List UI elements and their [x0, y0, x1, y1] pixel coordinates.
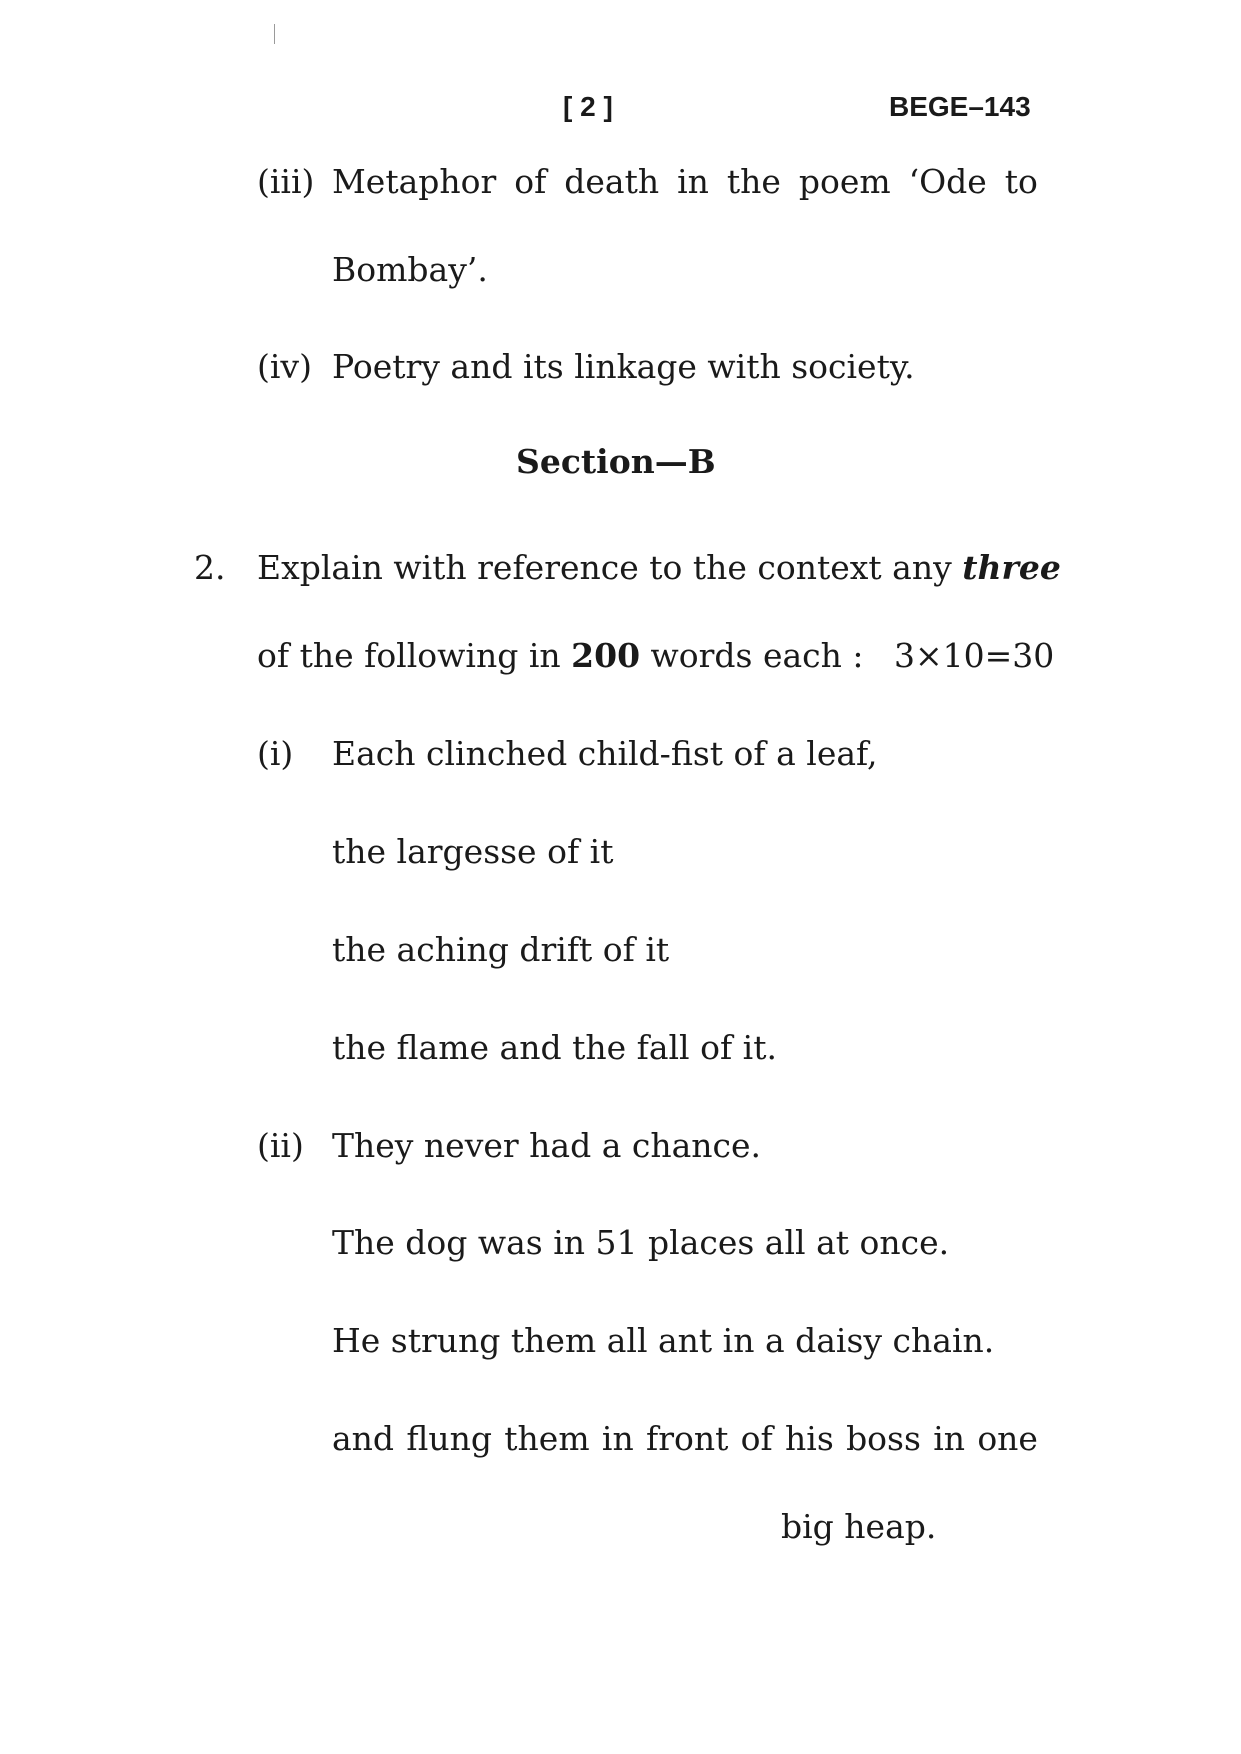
passage-ii-line-4-word: and	[332, 1419, 395, 1458]
item-iii-line-1-word: poem	[798, 162, 891, 201]
item-iv-text: Poetry and its linkage with society.	[332, 347, 915, 386]
passage-ii-line-3: He strung them all ant in a daisy chain.	[332, 1321, 995, 1360]
passage-ii-continuation: big heap.	[781, 1507, 937, 1546]
item-iii-line-1-word: to	[1004, 162, 1038, 201]
passage-ii-line-4	[332, 1419, 1038, 1459]
item-iii-line-1-word: the	[726, 162, 781, 201]
passage-label-ii: (ii)	[257, 1126, 304, 1165]
passage-i-line-1: Each clinched child-fist of a leaf,	[332, 734, 878, 773]
passage-ii-line-2: The dog was in 51 places all at once.	[332, 1223, 950, 1262]
question-line-2	[257, 636, 864, 676]
question-marks: 3×10=30	[894, 636, 1055, 675]
passage-ii-line-4-word: boss	[846, 1419, 921, 1458]
passage-i-line-3: the aching drift of it	[332, 930, 670, 969]
course-code: BEGE–143	[889, 91, 1031, 122]
passage-ii-line-4-word: flung	[406, 1419, 492, 1458]
passage-i-line-2: the largesse of it	[332, 832, 614, 871]
question-line-2-text: of the following in	[257, 636, 572, 675]
item-iii-line-1-word: of	[514, 162, 547, 201]
item-iii-line-1-word: death	[564, 162, 660, 201]
word-count: 200	[571, 636, 641, 675]
passage-ii-line-4-word: in	[933, 1419, 966, 1458]
item-iii-line-1-word: ‘Ode	[908, 162, 987, 201]
passage-ii-line-4-word: in	[601, 1419, 634, 1458]
page-number: [ 2 ]	[563, 91, 613, 122]
passage-ii-line-4-word: one	[977, 1419, 1038, 1458]
item-iii-line-2: Bombay’.	[332, 250, 488, 289]
passage-ii-line-4-word: of	[740, 1419, 773, 1458]
passage-ii-line-1: They never had a chance.	[332, 1126, 762, 1165]
passage-ii-line-4-word: them	[504, 1419, 590, 1458]
question-number: 2.	[194, 548, 226, 587]
item-iii-line-1-word: Metaphor	[332, 162, 497, 201]
passage-i-line-4: the flame and the fall of it.	[332, 1028, 777, 1067]
question-emphasis: three	[962, 548, 1061, 587]
item-iii-line-1	[332, 162, 1038, 202]
margin-tick-mark	[274, 24, 275, 44]
item-iii-line-1-word: in	[677, 162, 709, 201]
passage-label-i: (i)	[257, 734, 294, 773]
question-line-1-text: Explain with reference to the context any	[257, 548, 963, 587]
passage-ii-line-4-word: his	[785, 1419, 834, 1458]
question-line-2-tail: words each :	[640, 636, 864, 675]
section-heading: Section—B	[516, 442, 716, 481]
question-line-1	[257, 548, 1061, 588]
item-label-iv: (iv)	[257, 347, 312, 386]
passage-ii-line-4-word: front	[646, 1419, 729, 1458]
item-label-iii: (iii)	[257, 162, 315, 201]
